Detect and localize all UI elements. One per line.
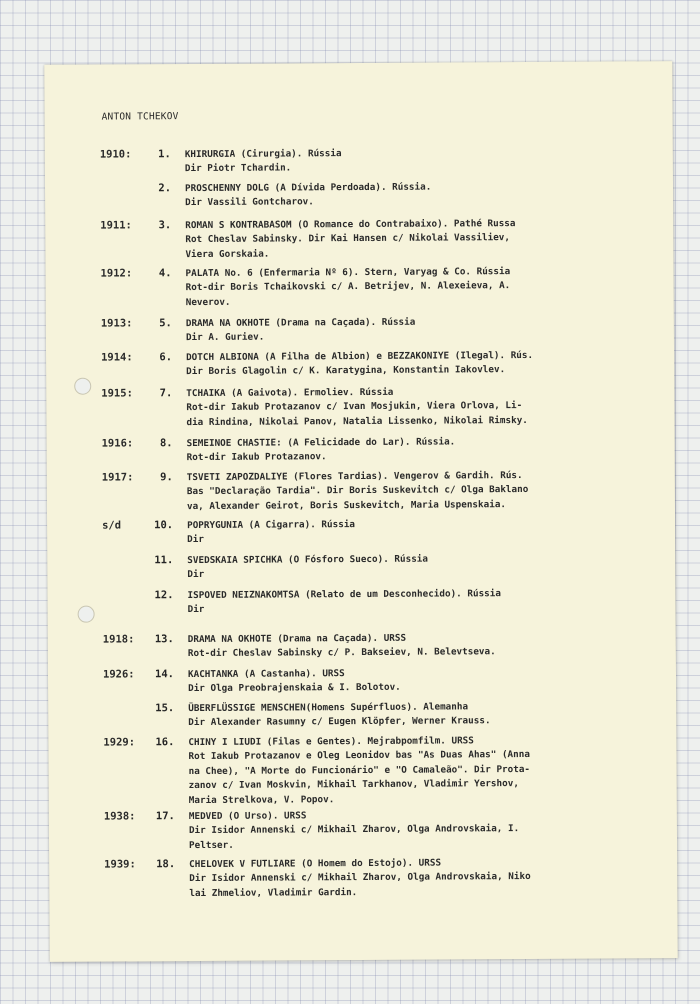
entry-line: SVEDSKAIA SPICHKA (O Fósforo Sueco). Rússia (187, 553, 429, 567)
film-entry (45, 179, 673, 209)
entry-line: ISPOVED NEIZNAKOMTSA (Relato de um Desconhecido). Rússia (187, 588, 501, 602)
entry-line: Dir (187, 569, 205, 581)
entry-text (188, 630, 658, 662)
entry-line: Dir (187, 604, 205, 616)
entry-line: lai Zhmeliov, Vladimir Gardin. (189, 886, 358, 899)
entry-number: 18. (156, 858, 176, 871)
entry-number: 17. (155, 810, 175, 823)
film-entry (46, 264, 674, 308)
entry-year: 1914: (101, 351, 133, 364)
entry-year: 1929: (103, 736, 136, 749)
entry-line: Dir Olga Preobrajenskaia & I. Bolotov. (188, 682, 401, 695)
film-entry (46, 384, 674, 428)
entry-line: DRAMA NA OKHOTE (Drama na Caçada). Rússia (185, 316, 416, 330)
entry-text (186, 314, 656, 346)
entry-number: 15. (155, 702, 175, 715)
entry-year: 1939: (104, 858, 136, 871)
entry-line: CHINY I LIUDI (Filas e Gentes). Mejrabpomfilm. URSS (188, 735, 474, 749)
entry-line: TCHAIKA (A Gaivota). Ermoliev. Rússia (186, 386, 394, 400)
film-entry (45, 216, 673, 260)
entry-text (188, 665, 658, 697)
entry-year: 1916: (101, 437, 134, 450)
entry-year: 1915: (101, 387, 133, 400)
entry-text (187, 516, 657, 548)
entry-line: MEDVED (O Urso). URSS (188, 810, 307, 823)
entry-line: Rot Iakub Protazanov e Oleg Leonidov bas "As Duas Ahas" (Anna (188, 749, 530, 763)
document-page (44, 61, 677, 962)
film-entry (46, 314, 674, 344)
entry-line: Peltser. (189, 839, 234, 851)
entry-number: 10. (154, 519, 174, 532)
entry-text (185, 179, 655, 211)
entry-text (187, 551, 657, 583)
film-entry (47, 434, 675, 464)
entry-line: Dir Isidor Annenski c/ Mikhail Zharov, Olga Androvskaia, Niko (189, 871, 531, 885)
entry-number: 2. (158, 182, 172, 195)
entry-line: KACHTANKA (A Castanha). URSS (187, 668, 345, 681)
entry-line: Bas "Declaração Tardia". Dir Boris Suskevitch c/ Olga Baklano (186, 484, 529, 498)
film-entry (47, 586, 675, 616)
entry-year: 1913: (100, 317, 133, 330)
entry-year: 1910: (99, 148, 132, 161)
film-entry (47, 516, 675, 546)
entry-line: Rot-dir Boris Tchaikovski c/ A. Betrijev, N. Alexeieva, A. (185, 280, 511, 294)
film-entry (45, 145, 673, 175)
film-entry (47, 551, 675, 581)
entry-line: DRAMA NA OKHOTE (Drama na Caçada). URSS (187, 632, 407, 646)
entry-number: 4. (158, 267, 172, 280)
entry-text (188, 733, 658, 808)
entry-line: CHELOVEK V FUTLIARE (O Homem do Estojo). URSS (189, 857, 442, 871)
entry-line: TSVETI ZAPOZDALIYE (Flores Tardias). Vengerov & Gardih. Rús. (186, 470, 523, 484)
entry-line: dia Rindina, Nikolai Panov, Natalia Lissenko, Nikolai Rimsky. (186, 414, 528, 428)
entry-line: Rot Cheslav Sabinsky. Dir Kai Hansen c/ Nikolai Vassiliev, (185, 232, 511, 246)
entry-line: Dir Alexander Rasumny c/ Eugen Klöpfer, Werner Krauss. (188, 715, 491, 729)
film-entry (48, 630, 676, 660)
entry-number: 12. (154, 589, 174, 602)
entry-year: 1917: (101, 471, 134, 484)
entry-text (185, 145, 655, 177)
entry-line: Dir A. Guriev. (185, 331, 265, 344)
entry-line: Dir Vassili Gontcharov. (185, 196, 314, 209)
entry-number: 11. (154, 554, 174, 567)
entry-line: Rot-dir Cheslav Sabinsky c/ P. Bakseiev, N. Belevtseva. (187, 646, 496, 660)
entry-line: Viera Gorskaia. (185, 248, 270, 260)
film-entry (48, 665, 676, 695)
entry-year: 1912: (100, 267, 133, 280)
entry-year: 1911: (100, 219, 132, 232)
entry-line: POPRYGUNIA (A Cigarra). Rússia (187, 519, 356, 532)
entry-number: 7. (159, 387, 173, 400)
entry-line: na Chee), "A Morte do Funcionário" e "O Camaleão". Dir Prota- (188, 763, 531, 777)
document-title: ANTON TCHEKOV (101, 111, 179, 123)
entry-year: 1938: (103, 810, 136, 823)
entry-text (187, 586, 657, 618)
entry-year: 1926: (102, 668, 135, 681)
entry-line: va, Alexander Geirot, Boris Suskevitch, Maria Uspenskaia. (186, 498, 507, 512)
entry-line: Neverov. (185, 296, 231, 308)
entry-line: DOTCH ALBIONA (A Filha de Albion) e BEZZAKONIYE (Ilegal). Rús. (186, 349, 534, 364)
entry-line: Dir (187, 534, 205, 546)
entry-line: SEMEINOE CHASTIE: (A Felicidade do Lar). Rússia. (186, 436, 456, 450)
film-entry (48, 733, 676, 806)
entry-text (189, 807, 659, 853)
entry-line: ÜBERFLÜSSIGE MENSCHEN(Homens Supérfluos). Alemanha (188, 701, 469, 715)
entry-number: 6. (159, 351, 173, 364)
entry-number: 1. (158, 148, 171, 161)
entry-line: PALATA No. 6 (Enfermaria Nº 6). Stern, Varyag & Co. Rússia (185, 266, 511, 280)
entry-text (189, 855, 659, 901)
entry-number: 13. (154, 633, 174, 646)
entry-text (186, 264, 656, 310)
entry-year: 1918: (102, 633, 135, 646)
entry-text (186, 384, 656, 430)
entry-number: 14. (154, 668, 175, 681)
entry-line: KHIRURGIA (Cirurgia). Rússia (184, 148, 342, 161)
entry-line: Rot-dir Iakub Protazanov c/ Ivan Mosjukin, Viera Orlova, Li- (186, 400, 523, 414)
entry-line: zanov c/ Ivan Moskvin, Mikhail Tarkhanov, Vladimir Yershov, (188, 778, 519, 792)
entry-number: 5. (159, 317, 172, 330)
entry-text (186, 348, 656, 380)
entry-number: 9. (160, 471, 173, 484)
film-entry (49, 807, 677, 851)
entry-text (188, 699, 658, 731)
entry-text (187, 468, 657, 514)
entry-number: 8. (159, 437, 173, 450)
entry-text (185, 216, 655, 262)
entry-number: 16. (155, 736, 175, 749)
film-entry (47, 468, 675, 512)
filmography-list (44, 61, 677, 962)
entry-line: Dir Piotr Tchardin. (184, 162, 292, 175)
entry-line: Dir Isidor Annenski c/ Mikhail Zharov, Olga Androvskaia, I. (188, 823, 520, 837)
film-entry (46, 348, 674, 378)
entry-line: Dir Boris Glagolin c/ K. Karatygina, Konstantin Iakovlev. (186, 364, 506, 378)
entry-line: Maria Strelkova, V. Popov. (188, 793, 335, 806)
entry-line: PROSCHENNY DOLG (A Dívida Perdoada). Rússia. (184, 181, 432, 195)
entry-year: s/d (102, 519, 122, 532)
entry-line: Rot-dir Iakub Protazanov. (186, 451, 327, 464)
entry-line: ROMAN S KONTRABASOM (O Romance do Contrabaixo). Pathé Russa (185, 218, 516, 232)
film-entry (49, 855, 677, 899)
film-entry (48, 699, 676, 729)
entry-number: 3. (158, 219, 172, 232)
entry-text (187, 434, 657, 466)
